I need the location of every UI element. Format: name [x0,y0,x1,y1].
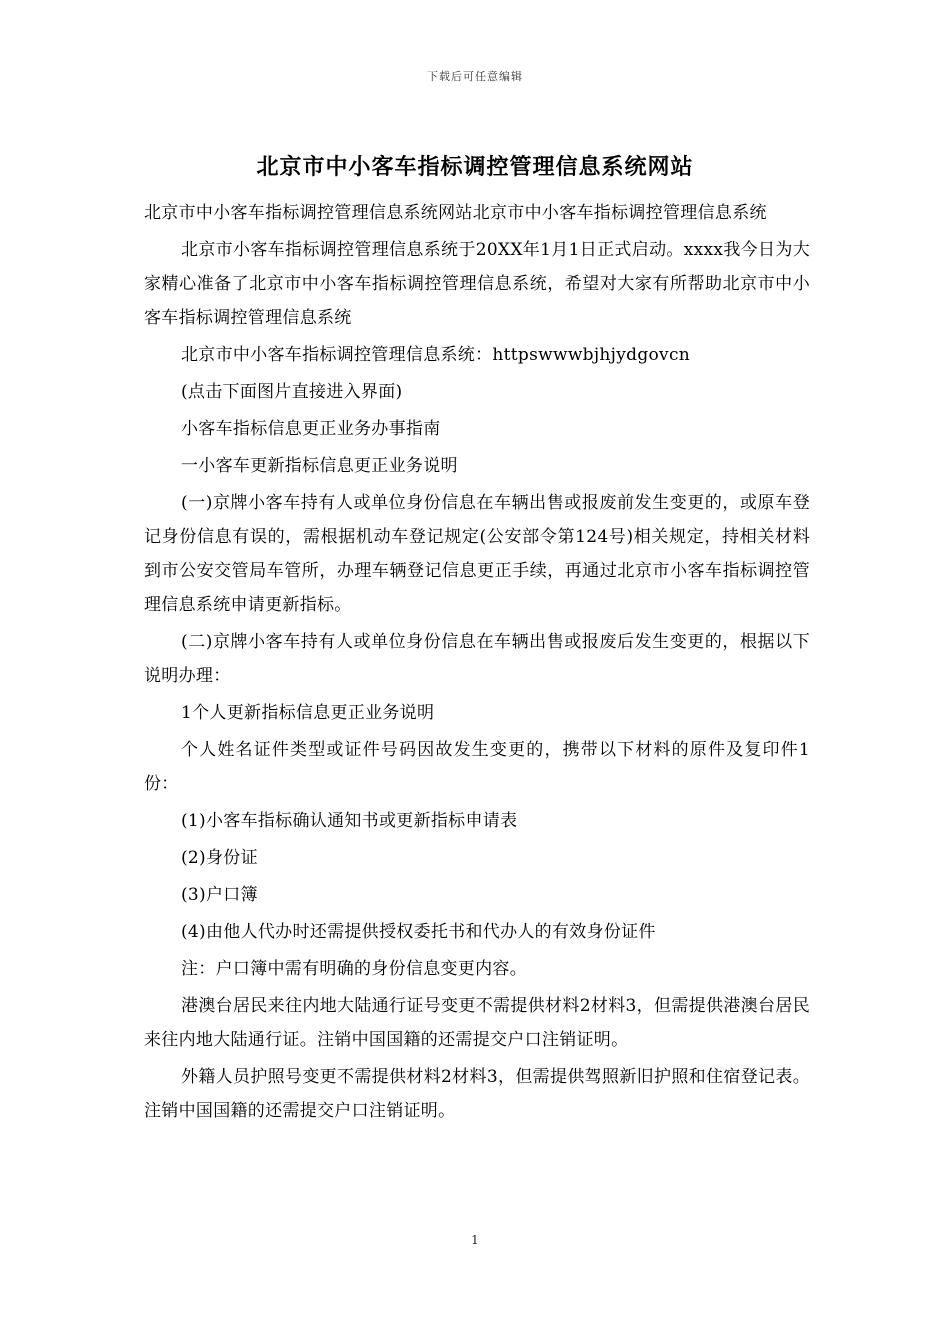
paragraph: (二)京牌小客车持有人或单位身份信息在车辆出售或报废后发生变更的，根据以下说明办理： [144,632,810,686]
paragraph: 北京市小客车指标调控管理信息系统于20XX年1月1日正式启动。xxxx我今日为大家精心准备了北京市中小客车指标调控管理信息系统，希望对大家有所帮助北京市中小客车指标调控管理信息系统 [144,240,810,328]
section-heading: 小客车指标信息更正业务办事指南 [181,419,441,439]
list-item: (3)户口簿 [181,885,258,905]
document-body [144,196,810,1131]
paragraph: (点击下面图片直接进入界面) [181,382,403,402]
paragraph: 港澳台居民来往内地大陆通行证号变更不需提供材料2材料3，但需提供港澳台居民来往内地大陆通行证。注销中国国籍的还需提交户口注销证明。 [144,996,810,1050]
header-note: 下载后可任意编辑 [427,70,523,83]
website-paragraph: 北京市中小客车指标调控管理信息系统：httpswwwbjhjydgovcn [181,345,691,365]
page-number: 1 [471,1233,479,1247]
paragraph: 个人姓名证件类型或证件号码因故发生变更的，携带以下材料的原件及复印件1份： [144,740,810,794]
document-title: 北京市中小客车指标调控管理信息系统网站 [256,155,694,180]
paragraph: 外籍人员护照号变更不需提供材料2材料3，但需提供驾照新旧护照和住宿登记表。注销中国国籍的还需提交户口注销证明。 [144,1067,810,1121]
note-paragraph: 注：户口簿中需有明确的身份信息变更内容。 [181,959,527,979]
paragraph: 北京市中小客车指标调控管理信息系统网站北京市中小客车指标调控管理信息系统 [144,203,767,223]
list-item: (1)小客车指标确认通知书或更新指标申请表 [181,811,518,831]
section-heading: 1个人更新指标信息更正业务说明 [181,703,435,723]
list-item: (4)由他人代办时还需提供授权委托书和代办人的有效身份证件 [181,922,656,942]
list-item: (2)身份证 [181,848,258,868]
paragraph: (一)京牌小客车持有人或单位身份信息在车辆出售或报废前发生变更的，或原车登记身份信息有误的，需根据机动车登记规定(公安部令第124号)相关规定，持相关材料到市公安交管局车管所，办理车辆登记信息更正手续，再通过北京市小客车指标调控管理信息系统申请更新指标。 [144,493,810,615]
section-heading: 一小客车更新指标信息更正业务说明 [181,456,458,476]
